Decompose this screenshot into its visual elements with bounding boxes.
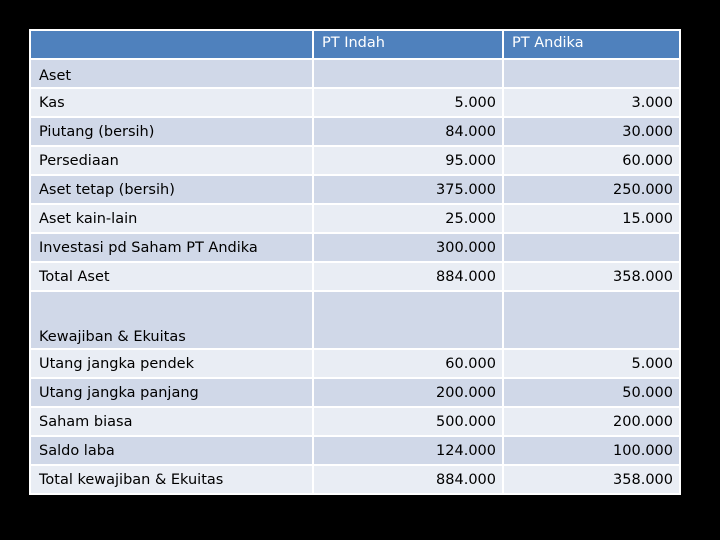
row-label: Saham biasa [30, 407, 313, 436]
row-label: Aset tetap (bersih) [30, 175, 313, 204]
value-pt-andika: 30.000 [503, 117, 680, 146]
value-pt-indah: 200.000 [313, 378, 503, 407]
table-row-piutang [30, 117, 680, 146]
value-pt-andika: 60.000 [503, 146, 680, 175]
value-pt-indah: 25.000 [313, 204, 503, 233]
value-pt-andika [503, 291, 680, 349]
table-row-investasi [30, 233, 680, 262]
table-row-kewajiban-ekuitas [30, 291, 680, 349]
row-label: Total Aset [30, 262, 313, 291]
table-row-total-aset [30, 262, 680, 291]
table-header-row [30, 30, 680, 59]
value-pt-indah: 5.000 [313, 88, 503, 117]
value-pt-indah: 84.000 [313, 117, 503, 146]
value-pt-andika: 100.000 [503, 436, 680, 465]
row-label: Kas [30, 88, 313, 117]
row-label: Utang jangka panjang [30, 378, 313, 407]
row-label: Aset kain-lain [30, 204, 313, 233]
value-pt-indah: 375.000 [313, 175, 503, 204]
value-pt-indah: 300.000 [313, 233, 503, 262]
table-row-aset [30, 59, 680, 88]
value-pt-indah: 884.000 [313, 465, 503, 494]
row-label: Saldo laba [30, 436, 313, 465]
value-pt-andika: 250.000 [503, 175, 680, 204]
value-pt-indah [313, 59, 503, 88]
row-label: Aset [30, 59, 313, 88]
header-pt-andika: PT Andika [503, 30, 680, 59]
value-pt-andika: 15.000 [503, 204, 680, 233]
table-row-kas [30, 88, 680, 117]
value-pt-andika: 50.000 [503, 378, 680, 407]
balance-sheet-table [29, 29, 681, 495]
row-label: Utang jangka pendek [30, 349, 313, 378]
value-pt-andika: 3.000 [503, 88, 680, 117]
value-pt-indah: 124.000 [313, 436, 503, 465]
value-pt-indah: 60.000 [313, 349, 503, 378]
value-pt-andika: 358.000 [503, 262, 680, 291]
row-label: Investasi pd Saham PT Andika [30, 233, 313, 262]
value-pt-andika: 358.000 [503, 465, 680, 494]
value-pt-indah: 500.000 [313, 407, 503, 436]
row-label: Total kewajiban & Ekuitas [30, 465, 313, 494]
row-label: Persediaan [30, 146, 313, 175]
table-row-aset-tetap [30, 175, 680, 204]
table-row-utang-pendek [30, 349, 680, 378]
table-row-saham-biasa [30, 407, 680, 436]
row-label: Piutang (bersih) [30, 117, 313, 146]
header-pt-indah: PT Indah [313, 30, 503, 59]
header-label-cell [30, 30, 313, 59]
value-pt-indah: 884.000 [313, 262, 503, 291]
table-row-persediaan [30, 146, 680, 175]
value-pt-andika: 200.000 [503, 407, 680, 436]
value-pt-andika [503, 233, 680, 262]
value-pt-indah [313, 291, 503, 349]
value-pt-indah: 95.000 [313, 146, 503, 175]
value-pt-andika [503, 59, 680, 88]
row-label: Kewajiban & Ekuitas [30, 291, 313, 349]
table-row-saldo-laba [30, 436, 680, 465]
table-row-utang-panjang [30, 378, 680, 407]
table-row-total-kewajiban [30, 465, 680, 494]
value-pt-andika: 5.000 [503, 349, 680, 378]
table-row-aset-lain [30, 204, 680, 233]
